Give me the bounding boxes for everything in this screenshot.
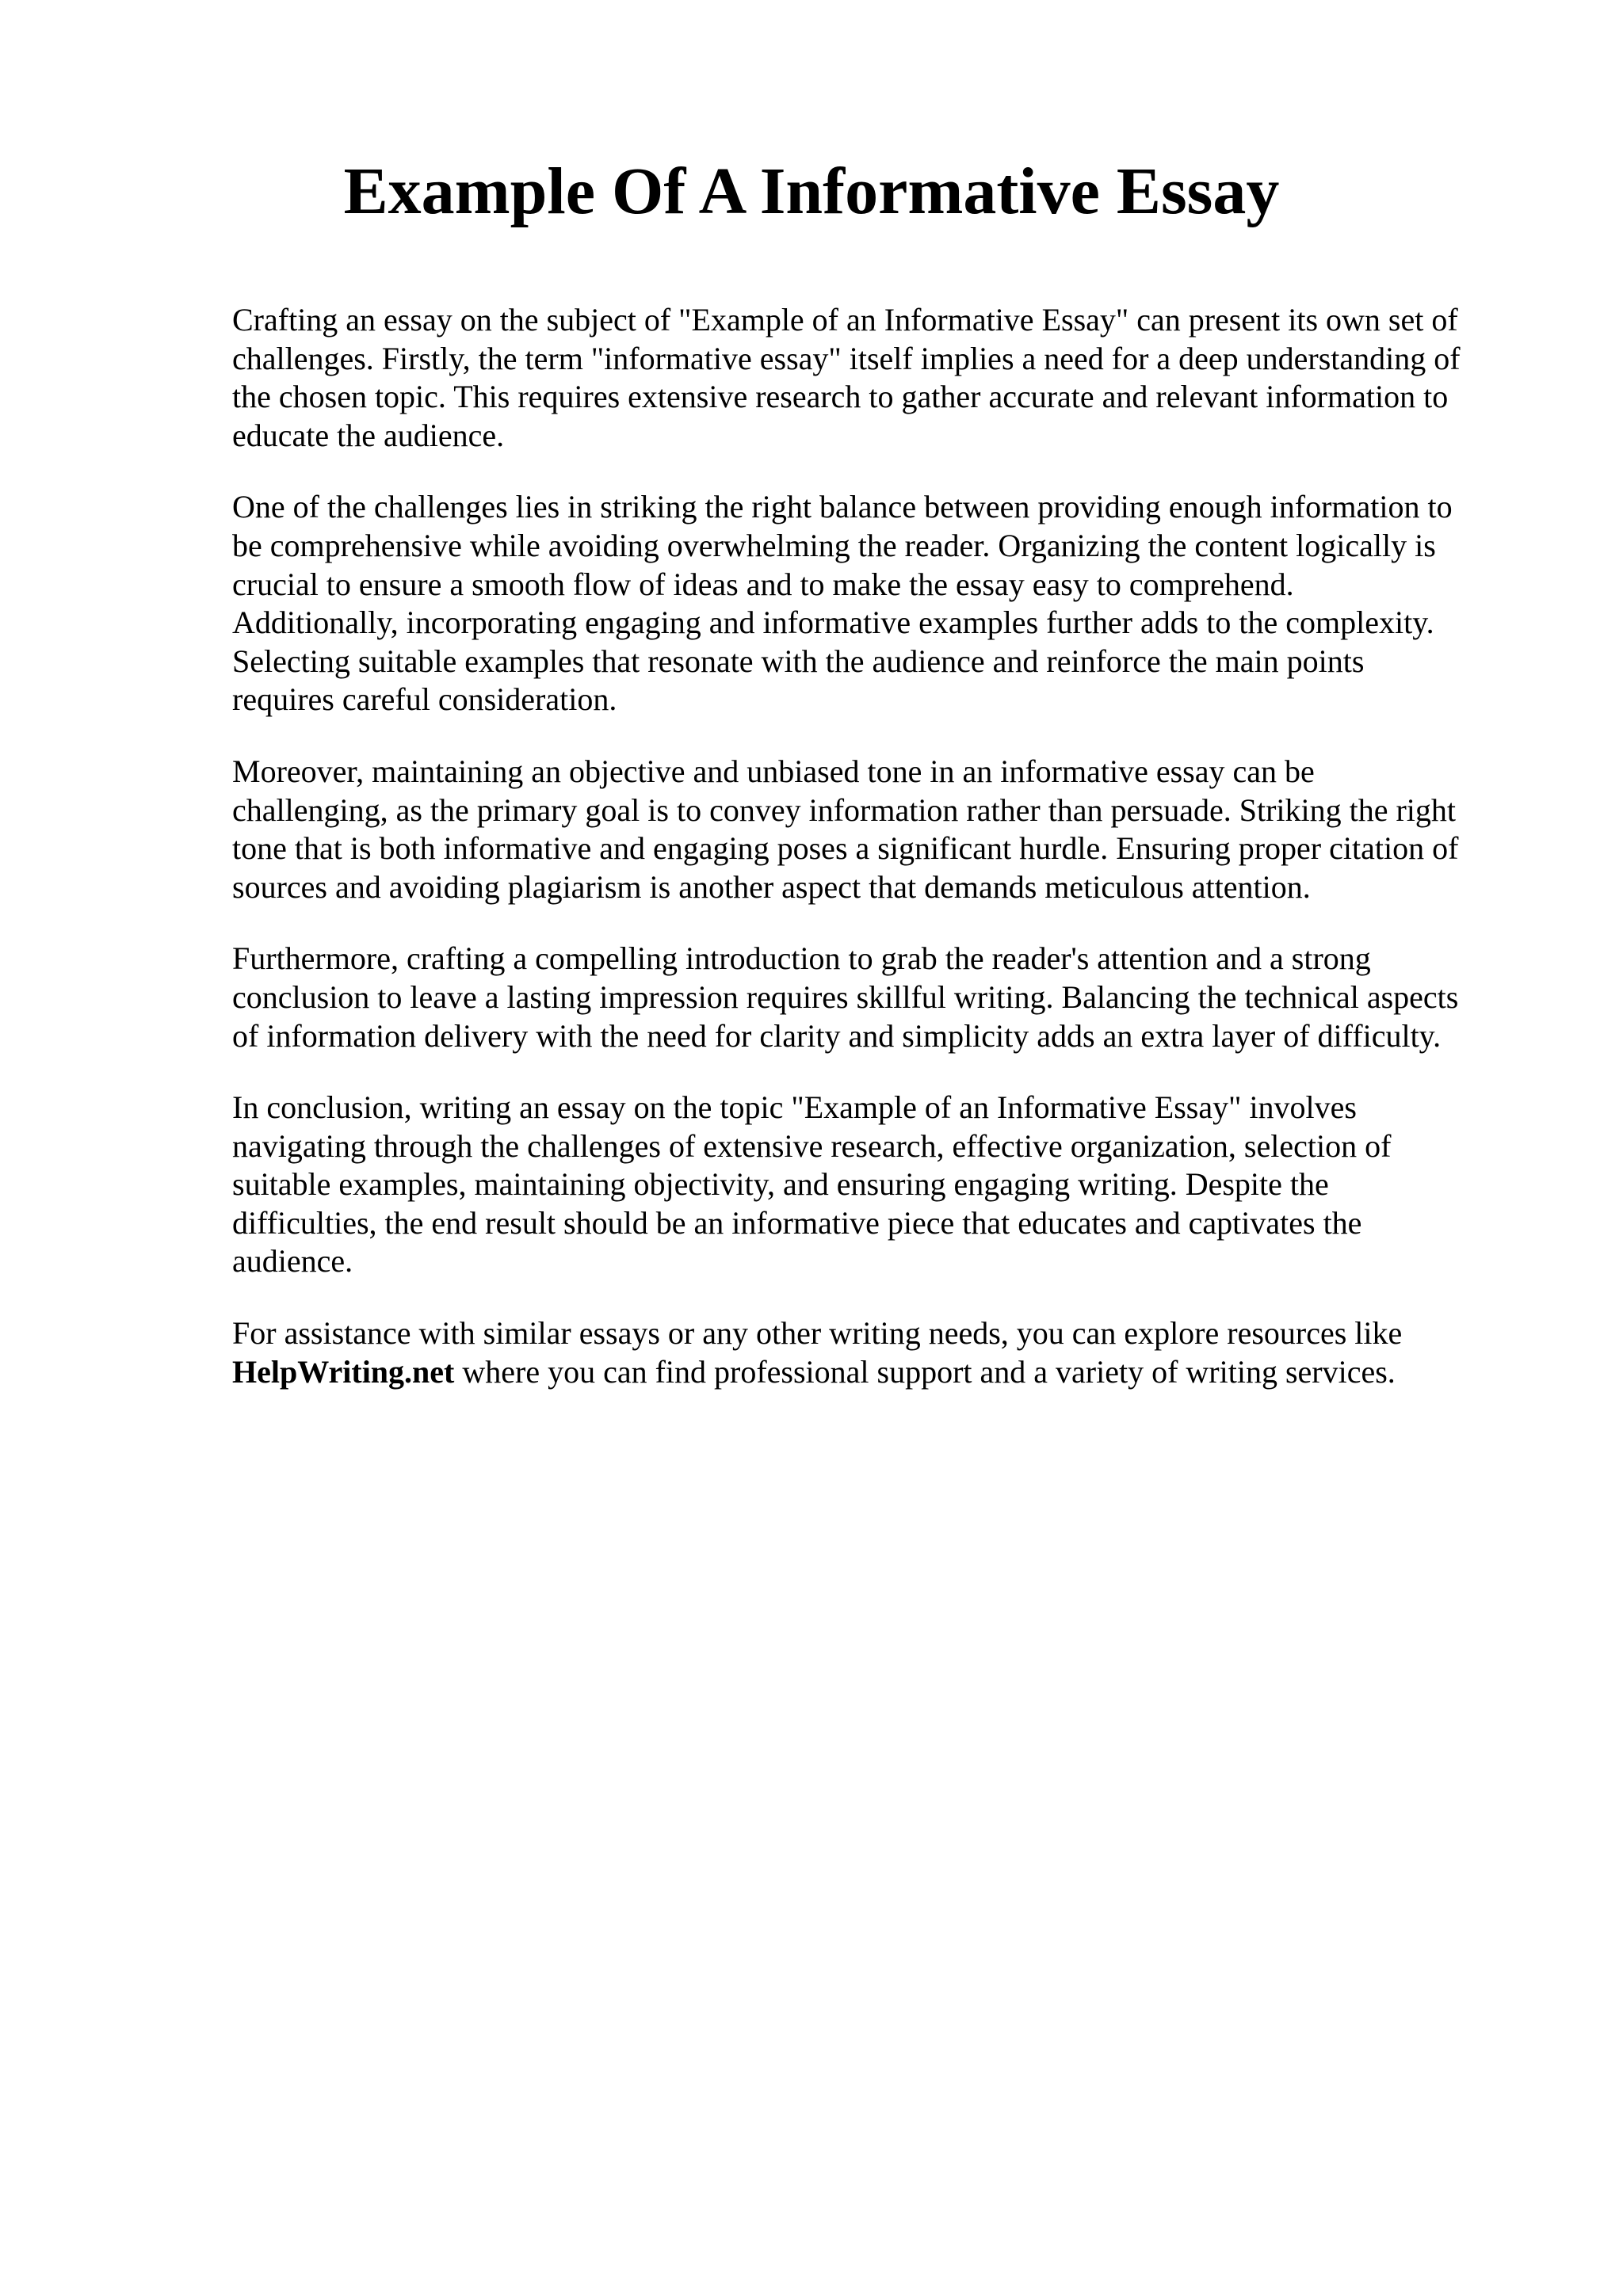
paragraph-line: challenging, as the primary goal is to convey information rather than persuade. Striking the right [232,791,1457,828]
paragraph-line: tone that is both informative and engaging poses a significant hurdle. Ensuring proper citation of [232,830,1459,867]
paragraph-line: requires careful consideration. [232,681,617,718]
paragraph-line: difficulties, the end result should be an informative piece that educates and captivates the [232,1204,1362,1241]
paragraph-line: challenges. Firstly, the term "informative essay" itself implies a need for a deep understanding of [232,340,1461,376]
paragraph-line: Moreover, maintaining an objective and unbiased tone in an informative essay can be [232,753,1315,789]
closing-line-rest: where you can find professional support and a variety of writing services. [454,1353,1396,1390]
paragraph-line: One of the challenges lies in striking the right balance between providing enough information to [232,489,1453,525]
helpwriting-link[interactable]: HelpWriting.net [232,1353,455,1390]
paragraph-line: be comprehensive while avoiding overwhelming the reader. Organizing the content logically is [232,527,1436,563]
paragraph-line: In conclusion, writing an essay on the topic "Example of an Informative Essay" involves [232,1089,1357,1126]
essay-body [232,301,1532,1425]
paragraph-5 [232,1089,1532,1281]
paragraph-line: conclusion to leave a lasting impression requires skillful writing. Balancing the technical aspects [232,978,1459,1015]
paragraph-line: For assistance with similar essays or any other writing needs, you can explore resources like [232,1315,1403,1352]
paragraph-line: the chosen topic. This requires extensive research to gather accurate and relevant information to [232,379,1449,415]
paragraph-4 [232,940,1532,1055]
paragraph-line: educate the audience. [232,417,505,453]
paragraph-line: of information delivery with the need for clarity and simplicity adds an extra layer of difficulty. [232,1017,1442,1054]
paragraph-1 [232,301,1532,455]
paragraph-line [232,1353,1532,1392]
paragraph-line: suitable examples, maintaining objectivity, and ensuring engaging writing. Despite the [232,1166,1329,1203]
paragraph-line: crucial to ensure a smooth flow of ideas and to make the essay easy to comprehend. [232,566,1294,602]
paragraph-2 [232,488,1532,719]
paragraph-line: Selecting suitable examples that resonate with the audience and reinforce the main points [232,643,1365,679]
paragraph-line: Furthermore, crafting a compelling introduction to grab the reader's attention and a strong [232,940,1371,977]
paragraph-line: Additionally, incorporating engaging and informative examples further adds to the complexity. [232,605,1434,641]
paragraph-3 [232,753,1532,906]
paragraph-line: sources and avoiding plagiarism is another aspect that demands meticulous attention. [232,868,1311,905]
paragraph-line: navigating through the challenges of extensive research, effective organization, selection of [232,1127,1392,1164]
paragraph-line: audience. [232,1243,353,1280]
paragraph-line: Crafting an essay on the subject of "Example of an Informative Essay" can present its own set of [232,302,1458,338]
document-title: Example Of A Informative Essay [343,154,1280,228]
closing-paragraph [232,1314,1532,1391]
